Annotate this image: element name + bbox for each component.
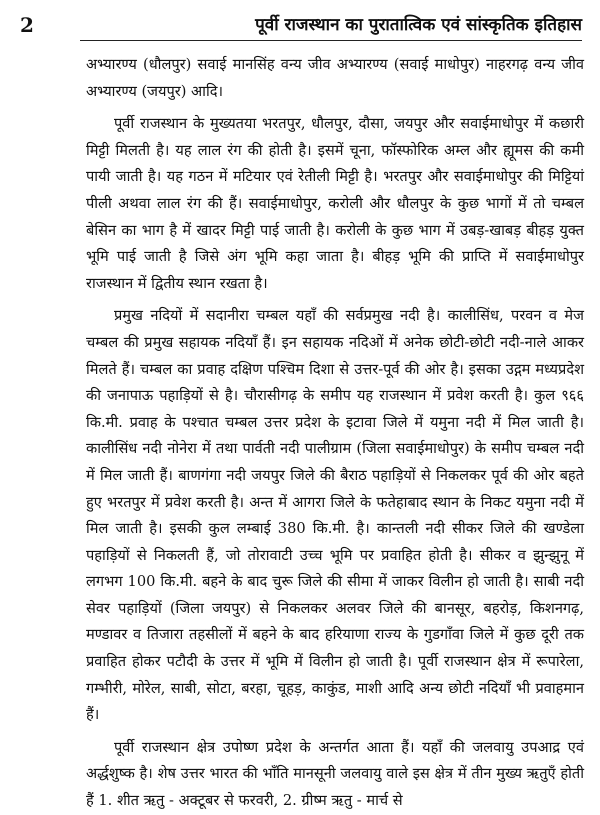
running-title: पूर्वी राजस्थान का पुरातात्विक एवं सांस्कृतिक इतिहास — [255, 15, 582, 35]
paragraph-continuation: अभ्यारण्य (धौलपुर) सवाई मानसिंह वन्य जीव अभ्यारण्य (सवाई माधोपुर) नाहरगढ़ वन्य जीव अभ्यारण्य (जयपुर) आदि। — [86, 56, 584, 100]
paragraph-rivers: प्रमुख नदियों में सदानीरा चम्बल यहाँ की सर्वप्रमुख नदी है। कालीसिंध, परवन व मेज चम्बल की प्रमुख सहायक नदियाँ हैं। इन सहायक नदिओं में अनेक छोटी-छोटी नदी-नाले आकर मिलते हैं। चम्बल का प्रवाह दक्षिण पश्चिम दिशा से उत्तर-पूर्व की ओर है। इसका उद्गम मध्यप्रदेश की जनापाऊ पहाड़ियों से है। चौरासीगढ़ के समीप यह राजस्थान में प्रवेश करती है। कुल ९६६ कि.मी. प्रवाह के पश्चात चम्बल उत्तर प्रदेश के इटावा जिले में यमुना नदी में मिल जाती है। कालीसिंध नदी नोनेरा में तथा पार्वती नदी पालीग्राम (जिला सवाईमाधोपुर) के समीप चम्बल नदी में मिल जाती हैं। बाणगंगा नदी जयपुर जिले की बैराठ पहाड़ियों से निकलकर पूर्व की ओर बहते हुए भरतपुर में प्रवेश करती है। अन्त में आगरा जिले के फतेहाबाद स्थान के निकट यमुना नदी में मिल जाती है। इसकी कुल लम्बाई 380 कि.मी. है। कान्तली नदी सीकर जिले की खण्डेला पहाड़ियों से निकलती हैं, जो तोरावाटी उच्च भूमि पर प्रवाहित होती है। सीकर व झुन्झुनू में लगभग 100 कि.मी. बहने के बाद चुरू जिले की सीमा में जाकर विलीन हो जाती है। साबी नदी सेवर पहाड़ियों (जिला जयपुर) से निकलकर अलवर जिले की बानसूर, बहरोड़, किशनगढ़, मण्डावर व तिजारा तहसीलों में बहने के बाद हरियाणा राज्य के गुडगाँवा जिले में कुछ दूरी तक प्रवाहित होकर पटौदी के उत्तर में भूमि में विलीन हो जाती है। पूर्वी राजस्थान क्षेत्र में रूपारेला, गम्भीरी, मोरेल, साबी, सोटा, बरहा, चूहड़, काकुंड, माशी आदि अन्य छोटी नदियाँ भी प्रवाहमान हैं। — [86, 307, 584, 724]
body-text — [86, 52, 584, 815]
header-rule — [80, 40, 582, 41]
paragraph-climate: पूर्वी राजस्थान क्षेत्र उपोष्ण प्रदेश के अन्तर्गत आता हैं। यहाँ की जलवायु उपआद्र एवं अर्द्धशुष्क है। शेष उत्तर भारत की भाँति मानसूनी जलवायु वाले इस क्षेत्र में तीन मुख्य ऋतुएँ होती हैं 1. शीत ऋतु - अक्टूबर से फरवरी, 2. ग्रीष्म ऋतु - मार्च से — [86, 738, 584, 810]
paragraph-soil: पूर्वी राजस्थान के मुख्यतया भरतपुर, धौलपुर, दौसा, जयपुर और सवाईमाधोपुर में कछारी मिट्टी मिलती है। यह लाल रंग की होती है। इसमें चूना, फॉस्फोरिक अम्ल और ह्यूमस की कमी पायी जाती है। यह गठन में मटियार एवं रेतीली मिट्टी है। भरतपुर और सवाईमाधोपुर की मिट्टियां पीली अथवा लाल रंग की हैं। सवाईमाधोपुर, करोली और धौलपुर के कुछ भागों में तो चम्बल बेसिन का भाग है में खादर मिट्टी पाई जाती है। करोली के कुछ भाग में उबड़-खाबड़ बीहड़ युक्त भूमि पाई जाती है जिसे अंग भूमि कहा जाता है। बीहड़ भूमि की प्राप्ति में सवाईमाधोपुर राजस्थान में द्वितीय स्थान रखता है। — [86, 115, 584, 292]
page-header — [20, 12, 582, 38]
page-number: 2 — [20, 13, 34, 37]
